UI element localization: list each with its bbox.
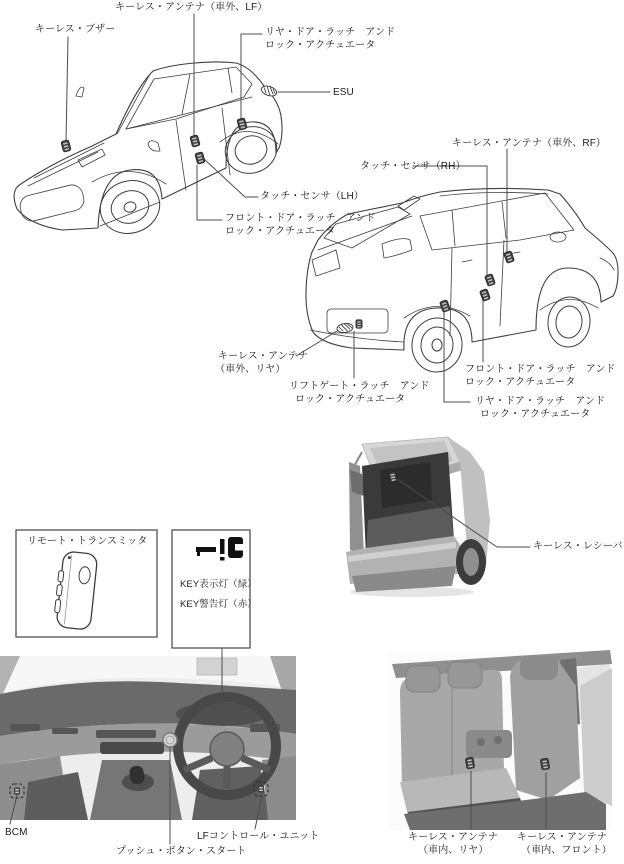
hatched-marker <box>336 322 353 333</box>
front-wheel <box>93 173 166 241</box>
rearview-mirror <box>197 658 237 675</box>
rear-wheel <box>219 120 283 180</box>
component-marker <box>540 758 550 770</box>
center-armrest <box>466 730 512 758</box>
leader-line <box>241 34 262 121</box>
label-key-indicator-green: KEY表示灯（緑） <box>180 579 257 590</box>
label-push-button-start: プッシュ・ボタン・スタート <box>116 846 247 857</box>
label-front-door-latch-rear-view: フロント・ドア・ラッチ アンド <box>465 364 616 375</box>
label-keyless-receiver: キーレス・レシーバ <box>533 541 623 552</box>
label-bcm: BCM <box>5 827 28 838</box>
label-rear-door-latch-front-view: リヤ・ドア・ラッチ アンド <box>265 27 396 38</box>
component-marker <box>190 135 201 148</box>
leader-line <box>66 37 68 142</box>
cargo-area-rendering <box>346 437 490 597</box>
hatched-marker <box>260 84 278 98</box>
component-marker <box>195 152 206 165</box>
label-keyless-antenna-exterior-rf: キーレス・アンテナ（車外、RF） <box>452 138 607 149</box>
label-liftgate-latch: リフトゲート・ラッチ アンド <box>289 381 430 392</box>
label-keyless-antenna-exterior-rear: キーレス・アンテナ <box>218 351 308 362</box>
label-keyless-antenna-interior-front-line2: （車内、フロント） <box>521 845 612 856</box>
rear-wheel <box>409 316 464 375</box>
push-start-button <box>163 733 177 747</box>
component-marker <box>356 320 362 329</box>
dashboard-rendering <box>0 656 296 820</box>
leader-line <box>444 310 470 402</box>
label-liftgate-latch-line2: ロック・アクチュエータ <box>295 394 406 405</box>
component-marker <box>503 250 514 263</box>
label-front-door-latch-front-view-line2: ロック・アクチュエータ <box>225 226 336 237</box>
label-rear-door-latch-rear-view-line2: ロック・アクチュエータ <box>480 409 591 420</box>
component-marker <box>237 118 248 131</box>
label-rear-door-latch-rear-view: リヤ・ドア・ラッチ アンド <box>475 396 606 407</box>
label-keyless-antenna-interior-rear: キーレス・アンテナ <box>408 832 498 843</box>
component-marker <box>484 273 495 286</box>
label-keyless-buzzer: キーレス・ブザー <box>35 24 116 35</box>
label-remote-transmitter: リモート・トランスミッタ <box>27 536 148 547</box>
leader-line <box>197 165 222 220</box>
label-rear-door-latch-front-view-line2: ロック・アクチュエータ <box>265 40 376 51</box>
component-marker <box>465 757 475 769</box>
label-touch-sensor-lh: タッチ・センサ（LH） <box>260 191 364 202</box>
label-keyless-antenna-exterior-lf: キーレス・アンテナ（車外、LF） <box>115 2 268 13</box>
label-key-warning-red: KEY警告灯（赤） <box>180 599 257 610</box>
component-marker <box>61 140 72 153</box>
component-marker <box>439 299 450 312</box>
label-lf-control-unit: LFコントロール・ユニット <box>197 831 320 842</box>
label-keyless-antenna-interior-rear-line2: （車内、リヤ） <box>418 845 489 856</box>
label-esu: ESU <box>333 87 354 98</box>
label-keyless-antenna-exterior-rear-line2: （車外、リヤ） <box>215 364 286 375</box>
leader-line <box>413 166 487 276</box>
label-touch-sensor-rh: タッチ・センサ（RH） <box>360 161 466 172</box>
label-front-door-latch-front-view: フロント・ドア・ラッチ アンド <box>225 213 376 224</box>
label-keyless-antenna-interior-front: キーレス・アンテナ <box>517 832 607 843</box>
component-marker <box>479 288 490 301</box>
cabin-seats-rendering <box>388 650 612 830</box>
label-front-door-latch-rear-view-line2: ロック・アクチュエータ <box>465 377 576 388</box>
